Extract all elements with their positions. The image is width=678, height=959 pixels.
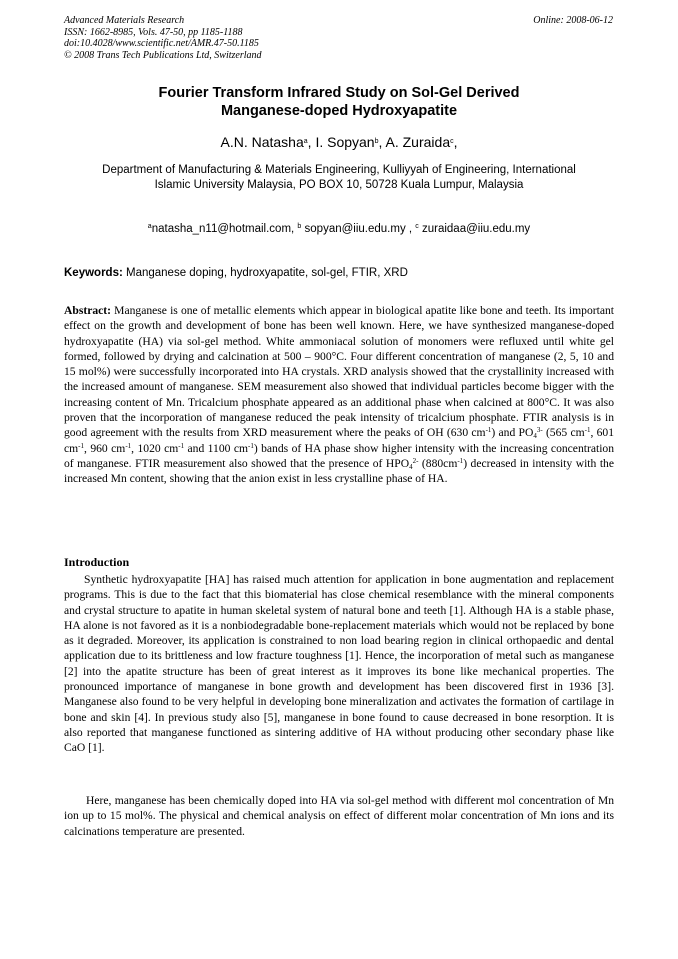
superscript: 3- bbox=[536, 426, 543, 435]
subscript: 4 bbox=[533, 432, 537, 441]
copyright-line: © 2008 Trans Tech Publications Ltd, Switzerland bbox=[64, 49, 262, 61]
author-separator: , bbox=[378, 134, 386, 150]
affiliation-line-1: Department of Manufacturing & Materials Engineering, Kulliyyah of Engineering, International bbox=[102, 164, 576, 176]
title-line-1: Fourier Transform Infrared Study on Sol-Gel Derived bbox=[158, 85, 520, 101]
abstract-text: ) and PO bbox=[491, 426, 534, 440]
superscript: -1 bbox=[248, 441, 254, 450]
abstract-text: , 601 cm bbox=[64, 426, 614, 455]
email-marker-b: b bbox=[297, 223, 302, 230]
superscript: -1 bbox=[457, 456, 464, 465]
abstract-text: , 1020 cm bbox=[131, 441, 179, 455]
email-link-1[interactable]: natasha_n11@hotmail.com, bbox=[151, 223, 298, 235]
abstract-text: , 960 cm bbox=[84, 441, 126, 455]
superscript: -1 bbox=[125, 441, 132, 450]
keywords bbox=[64, 266, 614, 281]
affiliation-line-2: Islamic University Malaysia, PO BOX 10, 50728 Kuala Lumpur, Malaysia bbox=[154, 179, 524, 191]
journal-header bbox=[64, 15, 262, 61]
author-end: , bbox=[453, 134, 458, 150]
keywords-text: Manganese doping, hydroxyapatite, sol-gel, FTIR, XRD bbox=[122, 267, 408, 279]
abstract-label: Abstract: bbox=[64, 304, 112, 317]
superscript: -1 bbox=[584, 426, 591, 435]
email-link-2[interactable]: sopyan@iiu.edu.my , bbox=[301, 223, 416, 235]
doi-line: doi:10.4028/www.scientific.net/AMR.47-50.1185 bbox=[64, 38, 259, 49]
abstract-text: ) bands of HA phase show higher intensity with the increasing concentration of manganese. FTIR measurement also showed that the presence of HPO bbox=[64, 441, 615, 470]
intro-paragraph-2: Here, manganese has been chemically doped into HA via sol-gel method with different mol concentration of Mn ion up to 15 mol%. The physical and chemical analysis on effect of different molar concentration of Mn ions and its calcinations temperature are presented. bbox=[64, 794, 614, 838]
superscript: -1 bbox=[178, 441, 185, 450]
author-1-affil: a bbox=[303, 138, 308, 145]
affiliation bbox=[64, 163, 614, 193]
email-link-3[interactable]: zuraidaa@iiu.edu.my bbox=[418, 223, 531, 235]
superscript: 2- bbox=[412, 456, 419, 465]
abstract bbox=[64, 303, 614, 487]
journal-name: Advanced Materials Research bbox=[64, 15, 185, 26]
section-heading-introduction: Introduction bbox=[64, 555, 130, 569]
subscript: 4 bbox=[409, 462, 413, 471]
email-list bbox=[64, 222, 614, 237]
author-3: A. Zuraida bbox=[385, 134, 451, 150]
author-1: A.N. Natasha bbox=[220, 134, 304, 150]
abstract-text: (880cm bbox=[418, 456, 458, 470]
superscript: -1 bbox=[485, 426, 492, 435]
author-list bbox=[64, 133, 614, 151]
keywords-label: Keywords: bbox=[64, 267, 123, 279]
abstract-text: Manganese is one of metallic elements which appear in biological apatite like bone and teeth. Its important effect on the growth and development of bone has been well known. Here, we have synthesized manganese-doped hydroxyapatite (HA) via sol-gel method. White ammoniacal solution of monomers were refluxed until white gel formed, followed by drying and calcination at 500 – 900°C. Four different concentration of manganese (2, 5, 10 and 15 mol%) were successfully incorporated into HA crystals. XRD analysis showed that the crystallinity increased with the increased amount of manganese. SEM measurement also showed that individual particles become bigger with the increasing content of Mn. Tricalcium phosphate appeared as an additional phase when calcined at 800°C. It was also proven that the incorporation of manganese reduced the peak intensity of tricalcium phosphate. FTIR analysis is in good agreement with the results from XRD measurement where the peaks of OH (630 cm bbox=[64, 304, 614, 440]
author-3-affil: c bbox=[450, 138, 454, 145]
paper-title bbox=[64, 84, 614, 120]
email-marker-c: c bbox=[415, 223, 419, 230]
abstract-text: and 1100 cm bbox=[184, 441, 248, 455]
abstract-text: (565 cm bbox=[542, 426, 585, 440]
intro-paragraph-1: Synthetic hydroxyapatite [HA] has raised much attention for application in bone augmentation and replacement programs. This is due to the fact that this biomaterial has close chemical resemblance with the mineral components and crystal structure to apatite in human skeletal system of natural bone and teeth [1]. Although HA is a stable phase, HA alone is not favored as it is a nonbiodegradable bone-replacement materials which would not be replaced by bone as it degraded. Moreover, its application is constrained to non load bearing region in clinical orthopaedic and dental application due to its brittleness and low fracture toughness [1]. Hence, the incorporation of metal such as manganese [2] into the apatite structure has been of great interest as it improves its bone like mechanical properties. The pronounced importance of manganese in bone growth and development has been discovered first in 1936 [3]. Manganese also found to be very helpful in developing bone mineralization and activates the formation of cartilage in bone and skin [4]. In previous study also [5], manganese in bone found to cause decreased in bone resorption. It is also reported that manganese functioned as sintering additive of HA without producing other secondary phase like CaO [1]. bbox=[64, 573, 614, 755]
issn-line: ISSN: 1662-8985, Vols. 47-50, pp 1185-1188 bbox=[64, 26, 243, 38]
author-2: I. Sopyan bbox=[315, 134, 375, 150]
abstract-text: ) decreased in intensity with the increased Mn content, showing that the anion exist in less crystalline phase of HA. bbox=[64, 456, 614, 486]
author-2-affil: b bbox=[374, 138, 379, 145]
superscript: -1 bbox=[78, 441, 85, 450]
email-marker-a: a bbox=[147, 223, 152, 230]
author-separator: , bbox=[307, 134, 316, 150]
online-date: Online: 2008-06-12 bbox=[533, 15, 613, 26]
title-line-2: Manganese-doped Hydroxyapatite bbox=[220, 103, 458, 119]
